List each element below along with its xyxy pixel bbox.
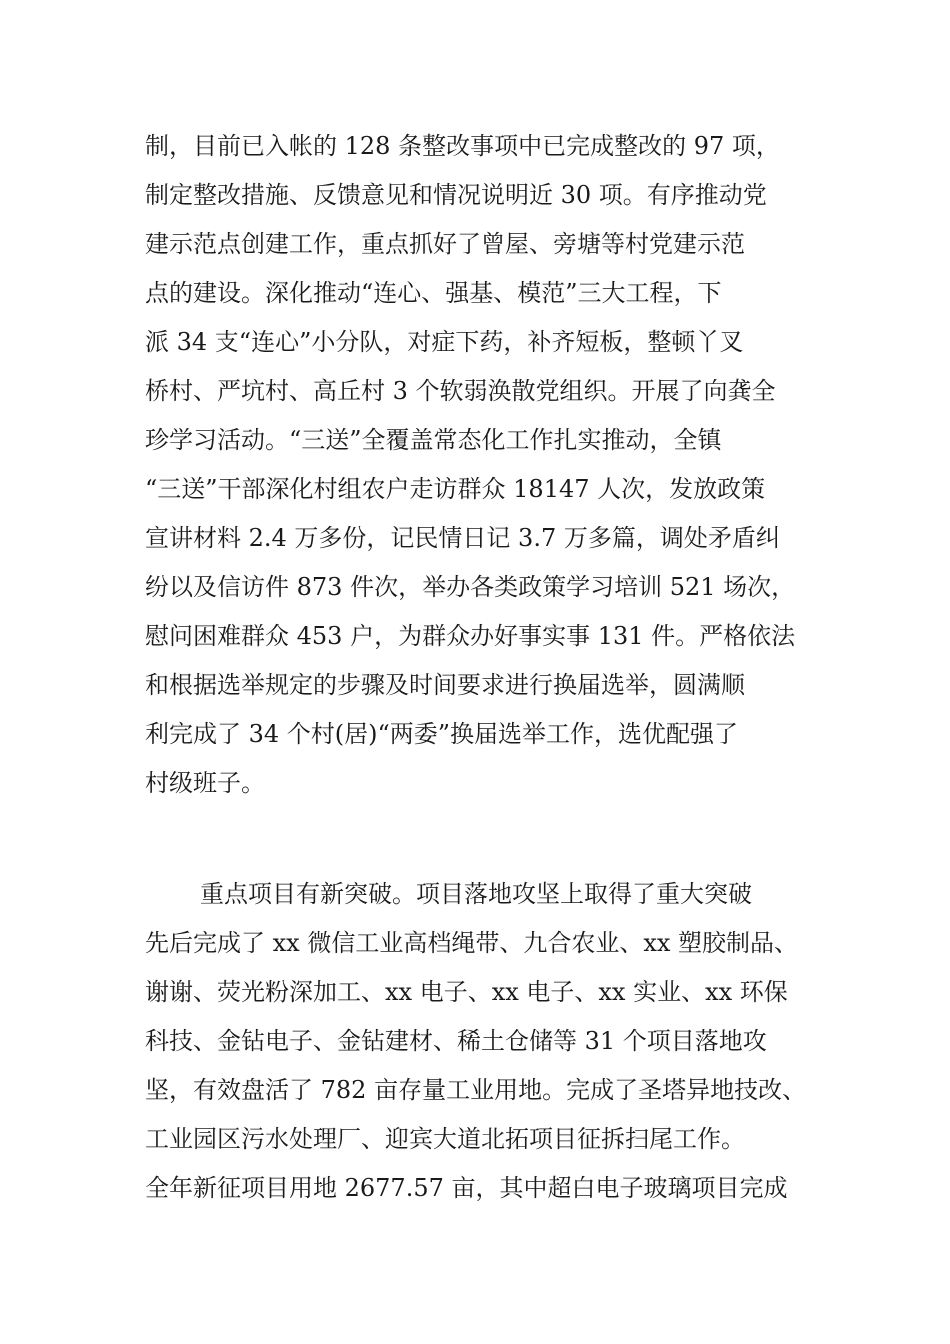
text-line: 谢谢、荧光粉深加工、xx 电子、xx 电子、xx 实业、xx 环保 [145,978,788,1006]
text-line: 制，目前已入帐的 128 条整改事项中已完成整改的 97 项， [145,132,780,160]
text-line: 派 34 支“连心”小分队，对症下药，补齐短板，整顿丫叉 [145,328,744,356]
text-line: 桥村、严坑村、高丘村 3 个软弱涣散党组织。开展了向龚全 [145,377,776,405]
text-line: 和根据选举规定的步骤及时间要求进行换届选举，圆满顺 [145,671,745,699]
text-line: 纷以及信访件 873 件次，举办各类政策学习培训 521 场次， [145,573,796,601]
text-line: 利完成了 34 个村(居)“两委”换届选举工作，选优配强了 [145,720,739,748]
text-line: “三送”干部深化村组农户走访群众 18147 人次，发放政策 [145,475,766,503]
text-line: 先后完成了 xx 微信工业高档绳带、九合农业、xx 塑胶制品、 [145,929,799,957]
paragraph-party-building [145,122,825,808]
paragraph-key-projects [145,870,825,1213]
text-line: 宣讲材料 2.4 万多份，记民情日记 3.7 万多篇，调处矛盾纠 [145,524,780,552]
text-line: 全年新征项目用地 2677.57 亩，其中超白电子玻璃项目完成 [145,1174,788,1202]
text-line: 制定整改措施、反馈意见和情况说明近 30 项。有序推动党 [145,181,767,209]
text-line: 村级班子。 [145,769,265,797]
text-line: 科技、金钻电子、金钻建材、稀土仓储等 31 个项目落地攻 [145,1027,767,1055]
text-line: 建示范点创建工作，重点抓好了曾屋、旁塘等村党建示范 [145,230,745,258]
text-line: 坚，有效盘活了 782 亩存量工业用地。完成了圣塔异地技改、 [145,1076,807,1104]
text-line: 工业园区污水处理厂、迎宾大道北拓项目征拆扫尾工作。 [145,1125,745,1153]
text-line: 慰问困难群众 453 户，为群众办好事实事 131 件。严格依法 [145,622,796,650]
text-line-first-indented: 重点项目有新突破。项目落地攻坚上取得了重大突破 [200,880,752,908]
text-line: 点的建设。深化推动“连心、强基、模范”三大工程，下 [145,279,722,307]
text-line: 珍学习活动。“三送”全覆盖常态化工作扎实推动，全镇 [145,426,722,454]
